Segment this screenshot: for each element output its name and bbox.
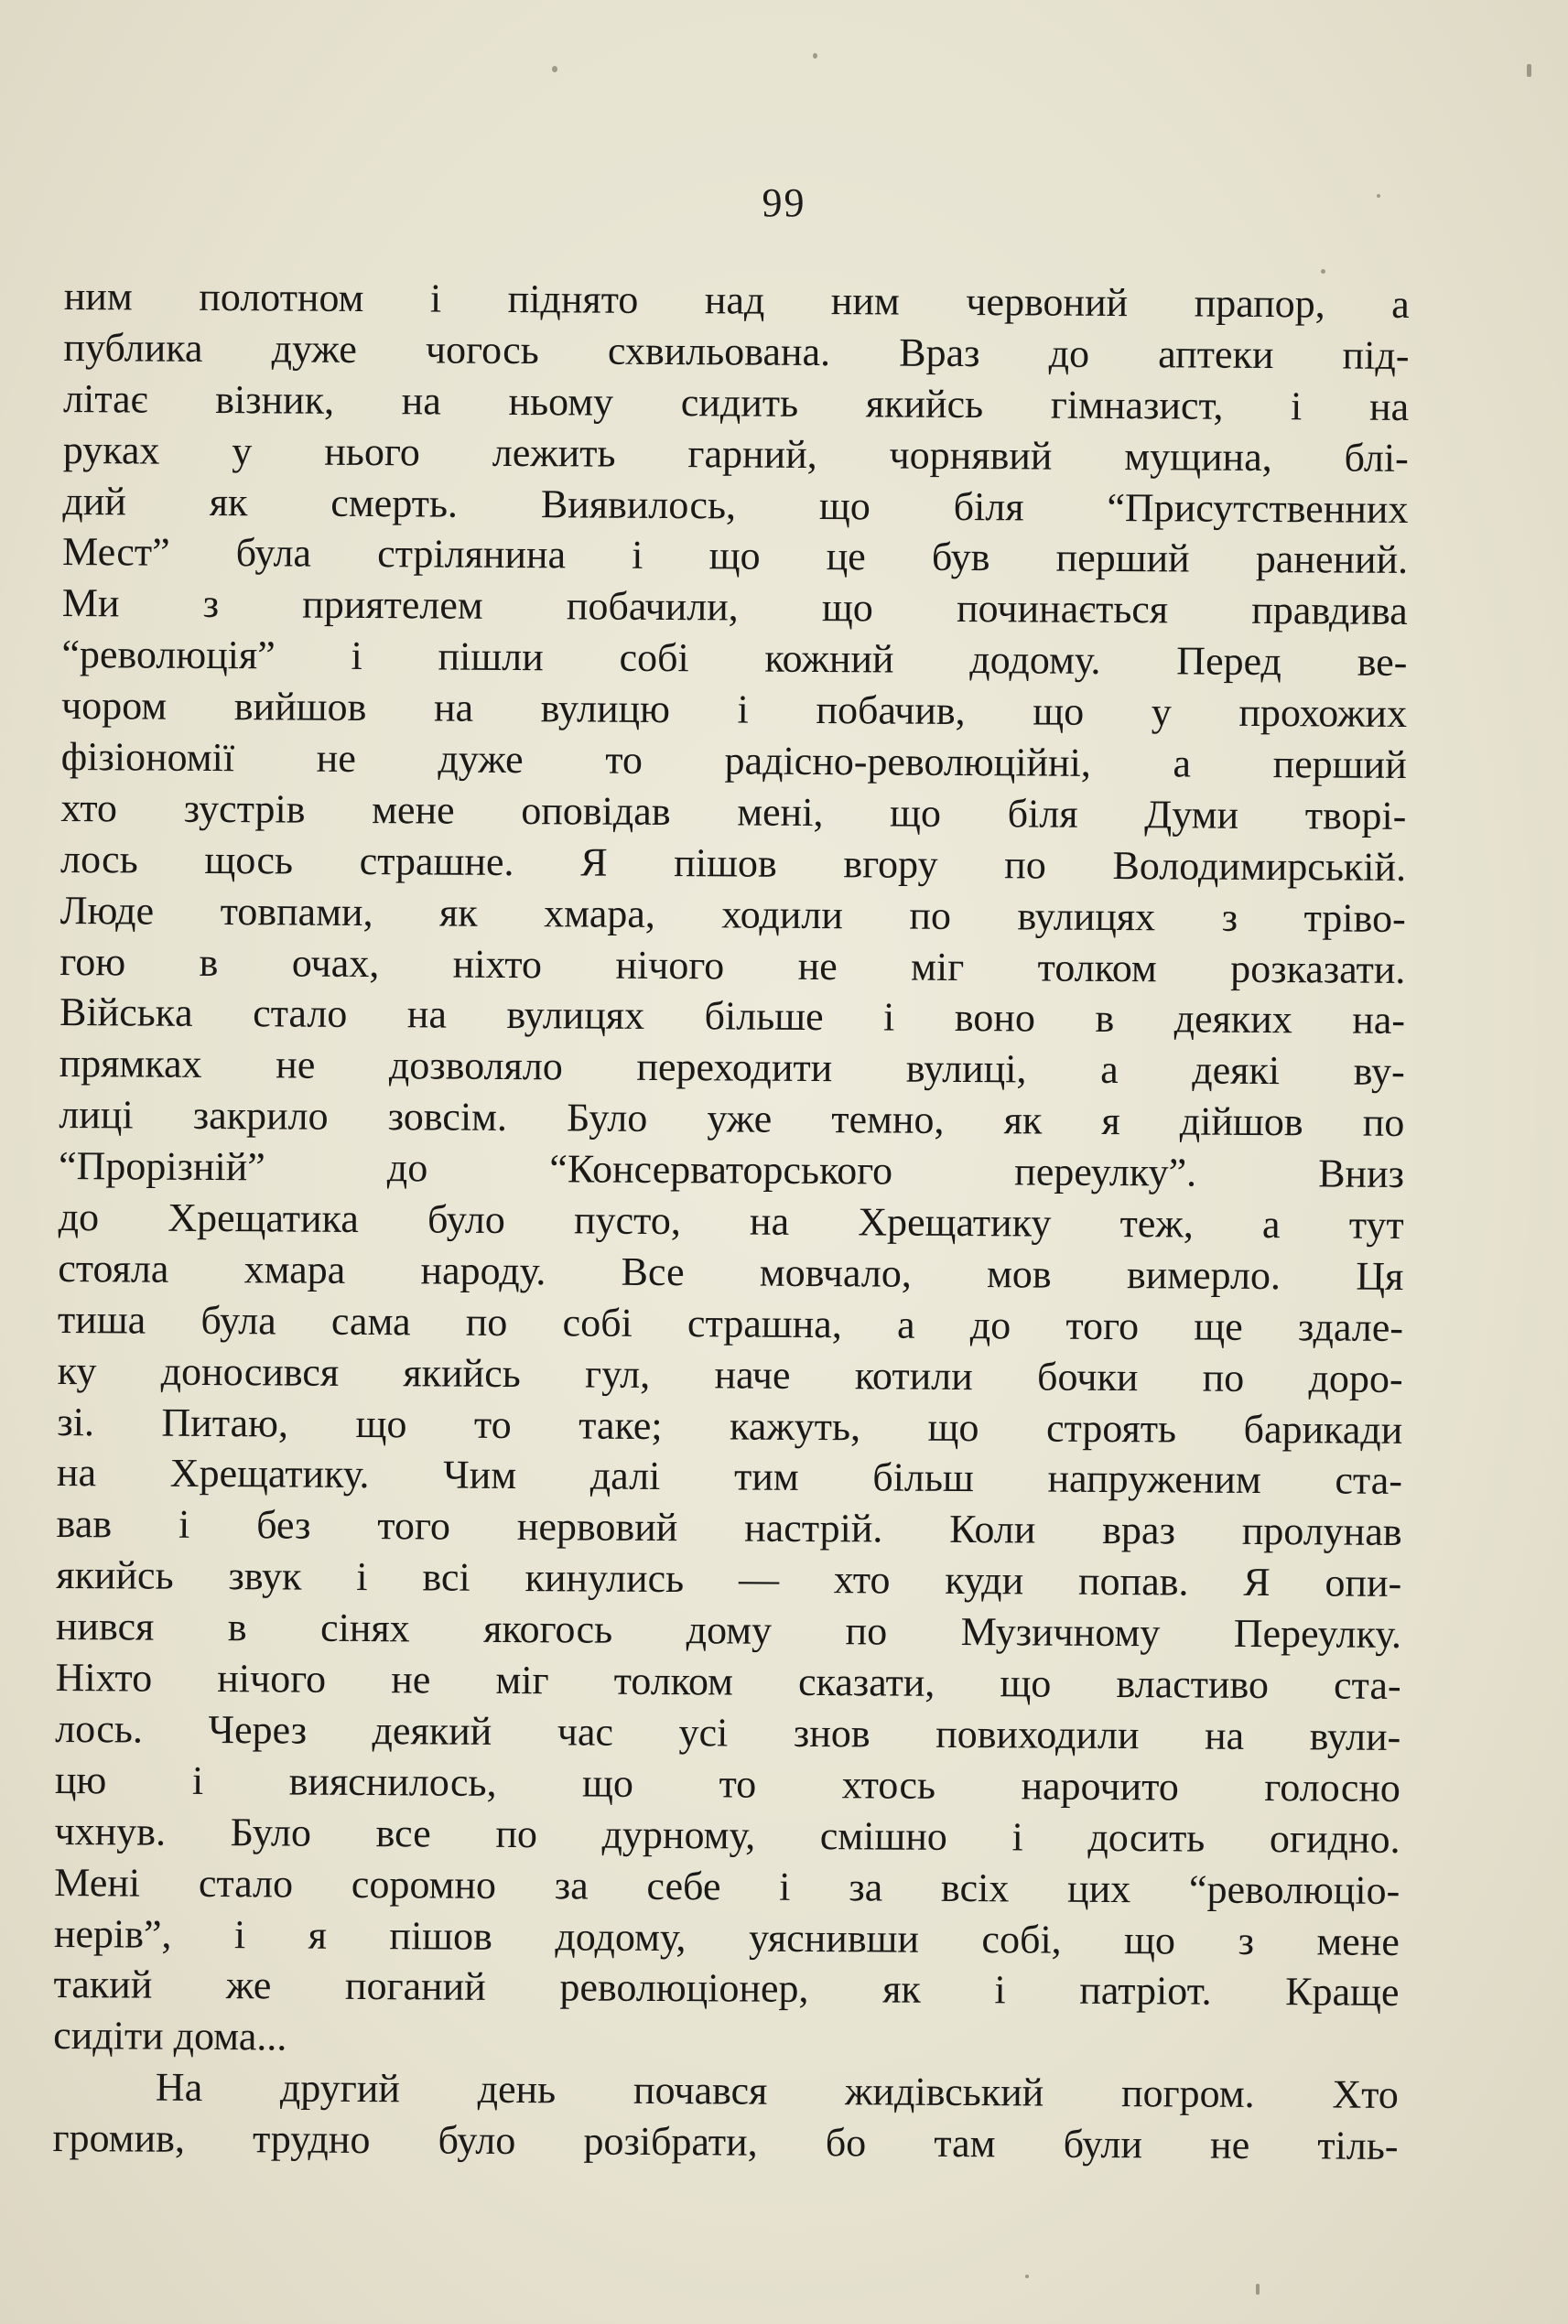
text-line: Люде товпами, як хмара, ходили по вулицях з тріво- (59, 887, 1406, 941)
text-line: нився в сінях якогось дому по Музичному Переулку. (55, 1604, 1402, 1658)
text-line: публика дуже чогось схвильована. Враз до аптеки під- (63, 324, 1410, 378)
text-line: громив, трудно було розібрати, бо там були не тіль- (52, 2115, 1399, 2169)
text-line: прямках не дозволяло переходити вулиці, а деякі ву- (59, 1041, 1405, 1095)
paper-speck (552, 66, 557, 72)
text-line: Ми з приятелем побачили, що починається правдива (61, 580, 1408, 634)
text-line: фізіономії не дуже то радісно-революційні, а перший (60, 734, 1407, 787)
text-line: зі. Питаю, що то таке; кажуть, що строять барикади (57, 1399, 1403, 1453)
text-line: чором вийшов на вулицю і побачив, що у прохожих (60, 683, 1408, 737)
text-line: Мест” була стрілянина і що це був перший ранений. (61, 529, 1409, 583)
text-line: ним полотном і піднято над ним червоний прапор, а (63, 273, 1410, 327)
text-line: сидіти дома... (53, 2013, 287, 2059)
text-line: руках у нього лежить гарний, чорнявий мущина, блі- (62, 427, 1409, 481)
body-text (52, 271, 1410, 2172)
text-line: “Прорізній” до “Консерваторського переулку”. Вниз (58, 1143, 1405, 1197)
text-line: лось щось страшне. Я пішов вгору по Володимирській. (59, 836, 1407, 890)
text-line: якийсь звук і всі кинулись — хто куди попав. Я опи- (56, 1552, 1402, 1606)
text-line: “революція” і пішли собі кожний додому. Перед ве- (61, 632, 1408, 686)
text-line: хто зустрів мене оповідав мені, що біля Думи творі- (60, 784, 1407, 838)
text-line: цю і вияснилось, що то хтось нарочито голосно (54, 1757, 1401, 1811)
text-line: такий же поганий революціонер, як і патріот. Краще (53, 1962, 1400, 2016)
text-line: до Хрещатика було пусто, на Хрещатику теж, а тут (58, 1194, 1404, 1248)
text-line: на Хрещатику. Чим далі тим більш напруженим ста- (56, 1450, 1403, 1504)
text-line: дий як смерть. Виявилось, що біля “Присутственних (62, 478, 1409, 532)
text-line: чхнув. Було все по дурному, смішно і досить огидно. (54, 1808, 1400, 1862)
text-line: вав і без того нервовий настрій. Коли враз пролунав (56, 1501, 1402, 1555)
paper-speck (1527, 64, 1531, 77)
text-line: Військa стало на вулицях більше і воно в деяких на- (59, 989, 1406, 1043)
text-line: Мені стало соромно за себе і за всіх цих “революціо- (54, 1859, 1400, 1913)
text-line: тиша була сама по собі страшна, а до того ще здале- (57, 1296, 1404, 1350)
text-line: стояла хмара народу. Все мовчало, мов вимерло. Ця (58, 1245, 1404, 1299)
paper-speck (813, 53, 817, 59)
text-line-paragraph-start: На другий день почався жидівський погром. Хто (155, 2064, 1400, 2118)
paper-speck (1256, 2284, 1260, 2295)
text-line: Ніхто нічого не міг толком сказати, що властиво ста- (55, 1655, 1401, 1708)
page-number: 99 (762, 180, 806, 225)
text-line: лось. Через деякий час усі знов повиходили на вули- (55, 1705, 1401, 1759)
text-line: літає візник, на ньому сидить якийсь гімназист, і на (62, 375, 1410, 429)
text-line: ку доносився якийсь гул, наче котили бочки по доро- (57, 1347, 1403, 1401)
text-line: гою в очах, ніхто нічого не міг толком розказати. (59, 938, 1406, 992)
paper-speck (1025, 2275, 1029, 2278)
paper-speck (1321, 269, 1325, 274)
text-line: лиці закрило зовсім. Було уже темно, як я дійшов по (59, 1092, 1405, 1146)
text-line: нерів”, і я пішов додому, уяснивши собі, що з мене (53, 1910, 1400, 1964)
